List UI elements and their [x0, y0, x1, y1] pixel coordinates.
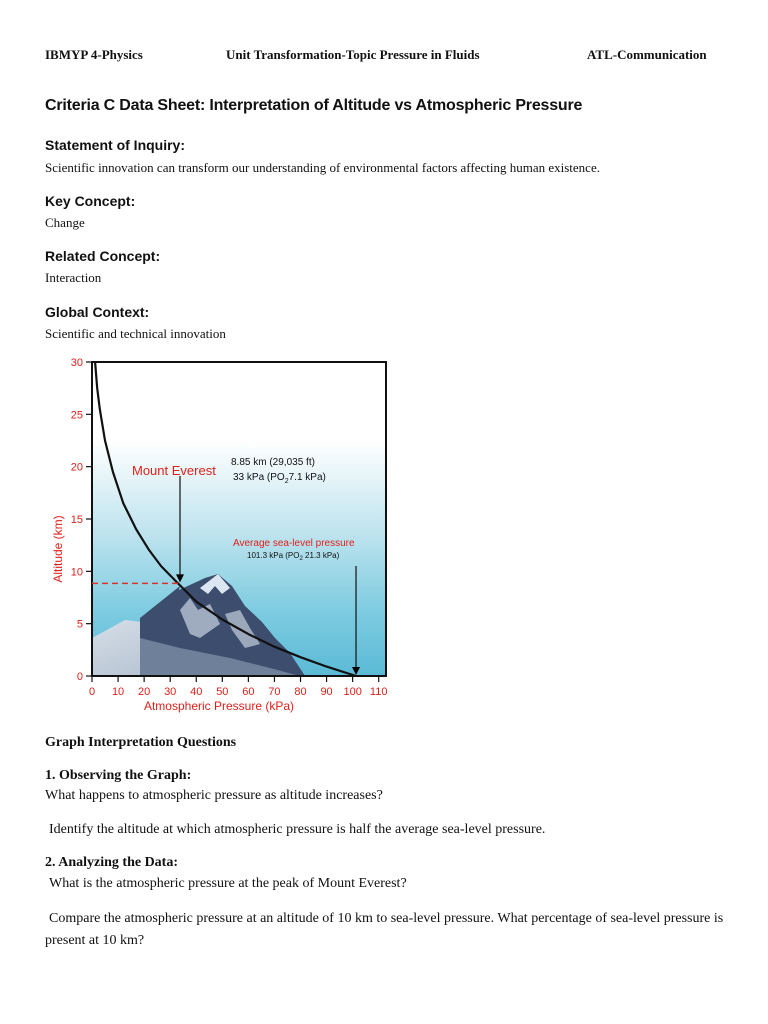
questions-heading: Graph Interpretation Questions	[45, 735, 237, 750]
altitude-pressure-chart	[40, 348, 400, 720]
y-tick-label: 30	[70, 357, 83, 369]
q2-title: 2. Analyzing the Data:	[45, 855, 178, 870]
related-concept-heading: Related Concept:	[45, 248, 161, 264]
y-axis-label: Altitude (km)	[51, 515, 65, 583]
sea-level-text: 101.3 kPa ($PO_2$ 21.3 kPa)	[247, 551, 340, 562]
y-tick-label: 0	[76, 671, 83, 683]
y-tick-label: 15	[70, 514, 83, 526]
x-tick-label: 60	[242, 686, 255, 698]
inquiry-text: Scientific innovation can transform our understanding of environmental factors affecting human existence.	[45, 160, 600, 175]
y-tick-label: 10	[70, 566, 83, 579]
x-tick-label: 0	[88, 686, 96, 698]
y-tick-label: 25	[70, 409, 83, 422]
everest-pressure-text: 33 kPa ($PO_27.1$ kPa)	[233, 472, 326, 485]
key-concept-text: Change	[45, 215, 85, 230]
y-tick-label: 20	[70, 461, 83, 474]
x-tick-label: 110	[369, 686, 388, 698]
sea-level-label: Average sea-level pressure	[233, 538, 355, 549]
x-tick-label: 80	[294, 686, 307, 698]
x-tick-label: 100	[343, 686, 362, 698]
q2-a: What is the atmospheric pressure at the peak of Mount Everest?	[49, 876, 407, 891]
inquiry-heading: Statement of Inquiry:	[45, 137, 186, 153]
y-tick-label: 5	[76, 618, 83, 631]
q1-a: What happens to atmospheric pressure as altitude increases?	[45, 788, 383, 803]
x-tick-label: 70	[268, 686, 281, 698]
q2-b: Compare the atmospheric pressure at an altitude of 10 km to sea-level pressure. What percentage of sea-level pressure is present at 10 km?	[45, 911, 724, 948]
global-context-heading: Global Context:	[45, 304, 150, 320]
global-context-text: Scientific and technical innovation	[45, 326, 226, 341]
header-unit: Unit Transformation-Topic Pressure in Fluids	[226, 47, 480, 62]
x-tick-label: 20	[138, 686, 151, 698]
everest-label: Mount Everest	[132, 463, 216, 478]
header-course: IBMYP 4-Physics	[45, 47, 143, 62]
key-concept-heading: Key Concept:	[45, 193, 136, 209]
x-tick-label: 10	[111, 686, 125, 698]
x-axis-label: Atmospheric Pressure (kPa)	[143, 699, 295, 713]
page-title: Criteria C Data Sheet: Interpretation of Altitude vs Atmospheric Pressure	[45, 97, 583, 114]
related-concept-text: Interaction	[45, 270, 102, 285]
q1-title: 1. Observing the Graph:	[45, 768, 192, 783]
everest-altitude-text: 8.85 km (29,035 ft)	[231, 457, 315, 468]
header-atl: ATL-Communication	[587, 47, 707, 62]
x-tick-label: 90	[320, 686, 333, 698]
q1-b: Identify the altitude at which atmospheric pressure is half the average sea-level pressure.	[49, 822, 546, 837]
x-tick-label: 40	[190, 686, 203, 698]
x-tick-label: 50	[216, 686, 229, 698]
x-tick-label: 30	[164, 686, 177, 698]
